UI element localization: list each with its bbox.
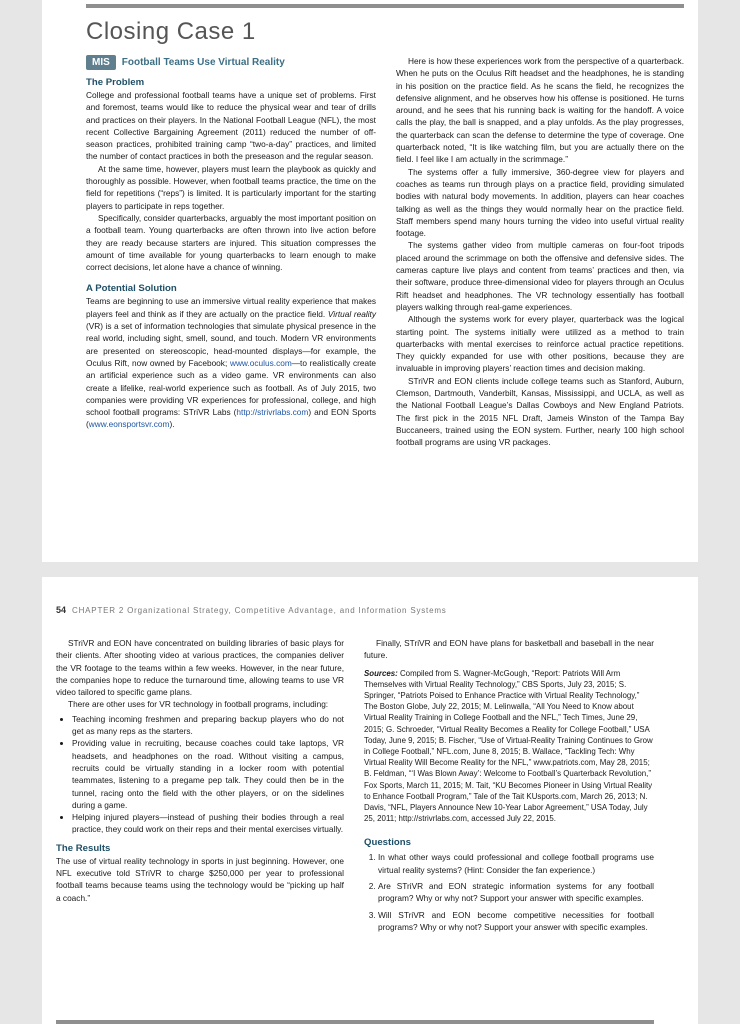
page-number: 54 (56, 605, 67, 615)
question-item: 2. Are STriVR and EON strategic information systems for any football program? Why or why not? Support your answer with specific examples. (378, 880, 654, 905)
paragraph: Here is how these experiences work from the perspective of a quarterback. When he puts on the Oculus Rift headset and the headphones, he is standing in his position on the practice field. As he scans the field, he recognizes the defensive alignment, and he observes how his offense is positioned. He turns around, and he sees that his running back is waiting for the handoff. A voice calls the play, the ball is snapped, and a play unfolds. As the play progresses, the quarterback can scan the defense to determine the type of coverage. One quarterback noted, “It is like watching film, but you are actually there on the field. I feel like I am actually in the scrimmage.” (396, 56, 684, 165)
paragraph: The systems offer a fully immersive, 360-degree view for players and coaches as teams run through plays on a practice field, providing simulated bodies with natural body movements. In addition, players can hear coaches talking as well as the things they would normally hear on the practice field. Staff members spend many hours turning the video into useful virtual reality footage. (396, 166, 684, 239)
term-virtual-reality: Virtual reality (327, 308, 376, 319)
list-item: • Providing value in recruiting, because coaches could take laptops, VR headsets, and headphones on the road. Without visiting a campus, recruits could be virtually standing in a locker room with potential teammates, listening to a pregame pep talk. They could then be in the tunnel, racing onto the field with the other players, or on the sidelines during a game. (72, 737, 344, 811)
page1-left-column (86, 76, 376, 431)
paragraph: At the same time, however, players must learn the playbook as quickly and thoroughly as possible. However, when football teams practice, the time on the field for repetitions (“reps”) is limited. It is particularly important for the starting players to participate in reps together. (86, 163, 376, 211)
questions-heading: Questions (364, 837, 411, 849)
top-rule (86, 4, 684, 8)
case-title: Closing Case 1 (86, 18, 256, 45)
eon-link[interactable]: www.eonsportsvr.com (88, 419, 170, 430)
page-bottom (42, 577, 698, 1024)
sources-text: Compiled from S. Wagner-McGough, “Report: Patriots Will Arm Themselves with Virtual Reality Technology,” CBS Sports, July 23, 2015; S. Springer, “Patriots Poised to Enhance Practice with Virtual Reality Technology,” The Boston Globe, July 22, 2015; M. Lelinwalla, “All You Need to Know about Virtual Reality Training in College Football and the NFL,” Tech Times, June 29, 2015; G. Schroeder, “Virtual Reality Becomes a Reality for College Football,” USA Today, June 9, 2015; B. Fischer, “Use of Virtual-Reality Training Continues to Grow in College Football,” NFL.com, June 8, 2015; B. Wallace, “Tackling Tech: Why Virtual Reality Will Become Reality for the NFL,” www.patriots.com, May 28, 2015; B. Feldman, “‘I Was Blown Away’: Welcome to Football’s Quarterback Revolution,” Fox Sports, March 11, 2015; M. Tait, “KU Becomes Pioneer in Using Virtual Reality to Enhance Football Program,” Tale of the Tait KUsports.com, March 26, 2013; N. Davis, “NFL, Players Announce New 10-Year Labor Agreement,” USA Today, July 25, 2011; http://strivrlabs.com, accessed July 22, 2015. (364, 668, 653, 824)
page1-right-column (396, 55, 684, 449)
bottom-rule (56, 1020, 654, 1024)
uses-list (56, 713, 344, 836)
question-item: 1. In what other ways could professional and college football programs use virtual reality systems? (Hint: Consider the fan experience.) (378, 851, 654, 876)
list-item: • Teaching incoming freshmen and preparing backup players who do not get as many reps as the starters. (72, 713, 344, 738)
paragraph: STriVR and EON clients include college teams such as Stanford, Auburn, Clemson, Dartmouth, Vanderbilt, Kansas, Mississippi, and UCLA, as well as the National Football League’s Dallas Cowboys and New England Patriots. The first pick in the 2015 NFL Draft, Jameis Winston of the Tampa Bay Buccaneers, trained using the EON system. Further, nearly 100 high school football programs are using VR packages. (396, 375, 684, 448)
running-header (56, 605, 447, 615)
list-item: • Helping injured players—instead of pushing their bodies through a real practice, they could work on their reps and their mental exercises virtually. (72, 811, 344, 836)
paragraph: There are other uses for VR technology in football programs, including: (68, 699, 329, 710)
paragraph: Teams are beginning to use an immersive virtual reality experience that makes players feel and think as if they are actually on the practice field. Virtual reality (VR) is a set of information technologies that simulate physical presence in the real world, including sight, smell, sound, and touch. Modern VR environments are presented on stereoscopic, head-mounted displays—for example, the Oculus Rift, now owned by Facebook; www.oculus.com—to realistically create an artificial experience such as a video game. VR environments can also create a lifelike, real-world experience such as football. As of July 2015, two companies were providing VR experiences for professional, college, and high school football programs: STriVR Labs (http://strivrlabs.com) and EON Sports (www.eonsportsvr.com). (86, 296, 376, 430)
page-top (42, 0, 698, 562)
results-heading: The Results (56, 842, 111, 854)
paragraph: Finally, STriVR and EON have plans for basketball and baseball in the near future. (364, 638, 654, 661)
paragraph: STriVR and EON have concentrated on building libraries of basic plays for their clients. After shooting video at various practices, the companies deliver the VR footage to the teams within a few weeks. However, in the near future, the companies hope to reduce the turnaround time, allowing teams to use VR video tailored to specific game plans. (56, 638, 344, 698)
sources-label: Sources: (364, 668, 398, 678)
solution-heading: A Potential Solution (86, 283, 177, 295)
questions-list (364, 851, 654, 933)
page2-left-column (56, 637, 344, 904)
problem-heading: The Problem (86, 77, 145, 88)
chapter-title: CHAPTER 2 Organizational Strategy, Competitive Advantage, and Information Systems (72, 606, 447, 615)
paragraph: The systems gather video from multiple cameras on four-foot tripods placed around the scrimmage on both the offensive and defensive sides. The cameras capture live plays and content from teams’ practices and then, via their software, produce three-dimensional video for players through an Oculus Rift headset and headphones. The VR technology essentially has football players walking through real-game experiences. (396, 240, 684, 312)
paragraph: College and professional football teams have a unique set of problems. First and foremost, teams would like to reduce the physical wear and tear of drills and practices on their players. In the National Football League (NFL), the most recent Collective Bargaining Agreement (2011) reduced the number of off-season practices, prohibited training camp “two-a-day” practices, and limited the number of contact practices in both the preseason and the regular season. (86, 90, 376, 162)
page2-right-column (364, 637, 654, 937)
sources-note (364, 668, 654, 825)
paragraph: The use of virtual reality technology in sports in just beginning. However, one NFL executive told STriVR to charge $250,000 per year to professional football teams because teams using the technology would be “picking up half a coach.” (56, 855, 344, 903)
mis-badge: MIS (86, 55, 116, 70)
strivr-link[interactable]: http://strivrlabs.com (236, 407, 309, 418)
paragraph: Although the systems work for every player, quarterback was the logical starting point. The systems initially were utilized as a method to train quarterbacks with mental exercises to reinforce actual practice repetitions. They quickly expanded for use with other positions, because they are invaluable in improving players’ reaction times and decision making. (396, 314, 684, 374)
question-item: 3. Will STriVR and EON become competitive necessities for football programs? Why or why not? Support your answer with specific examples. (378, 909, 654, 934)
case-subtitle: Football Teams Use Virtual Reality (121, 57, 285, 68)
case-header (86, 55, 285, 70)
paragraph: Specifically, consider quarterbacks, arguably the most important position on a football team. Young quarterbacks are often thrown into live action before they are ready because starters are injured. This situation compresses the amount of time available for young quarterbacks to learn enough to make correct decisions, let alone have a chance of winning. (86, 212, 376, 273)
oculus-link[interactable]: www.oculus.com (229, 357, 292, 368)
